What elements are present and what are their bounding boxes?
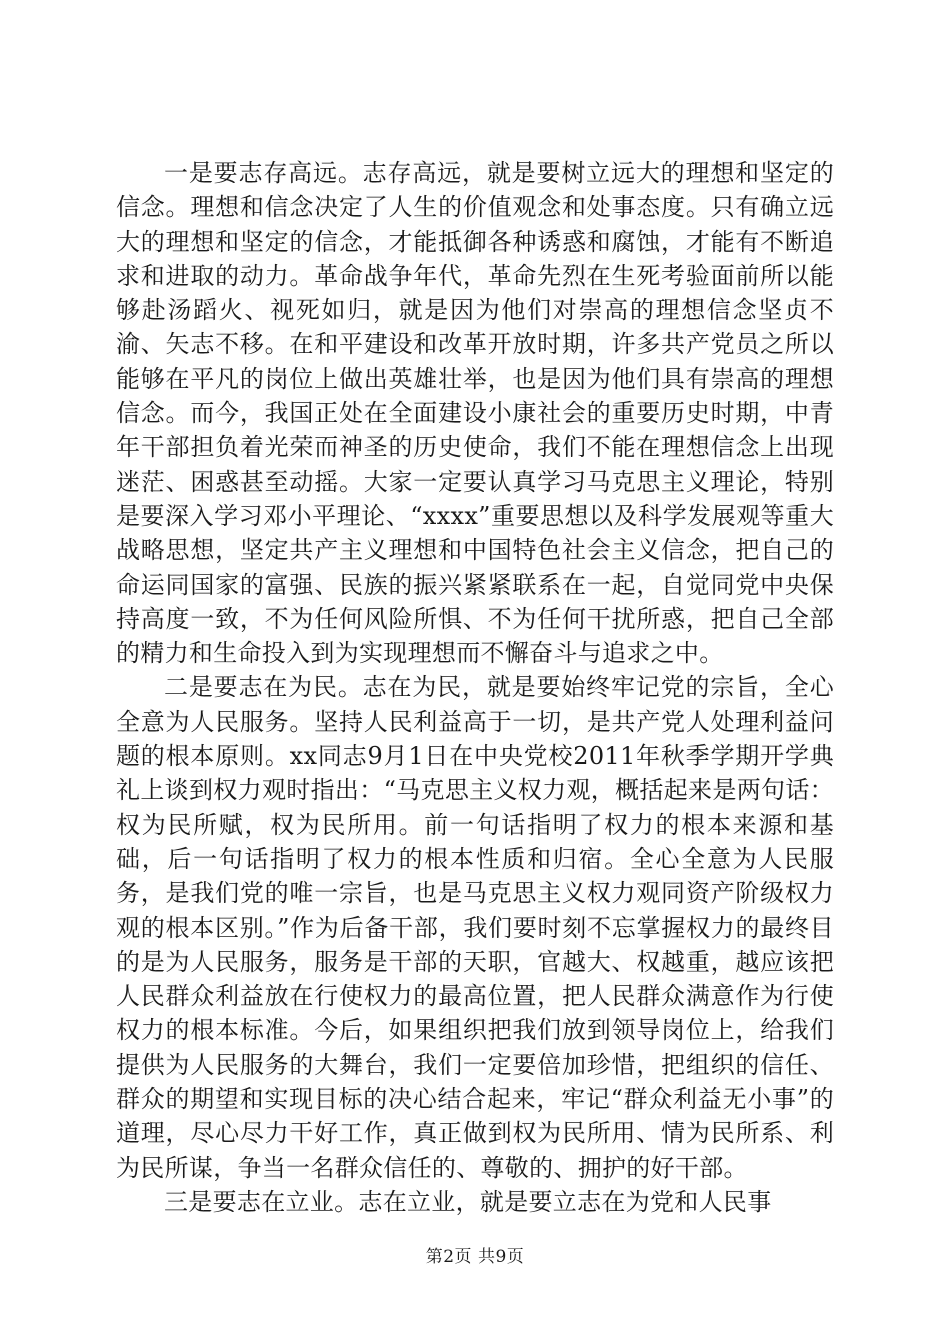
- paragraph-3: 三是要志在立业。志在立业，就是要立志在为党和人民事: [164, 1187, 772, 1216]
- paragraph-1: 一是要志存高远。志存高远，就是要树立远大的理想和坚定的信念。理想和信念决定了人生的价值观念和处事态度。只有确立远大的理想和坚定的信念，才能抵御各种诱惑和腐蚀，才能有不断追求和进取的动力。革命战争年代，革命先烈在生死考验面前所以能够赴汤蹈火、视死如归，就是因为他们对崇高的理想信念坚贞不渝、矢志不移。在和平建设和改革开放时期，许多共产党员之所以能够在平凡的岗位上做出英雄壮举，也是因为他们具有崇高的理想信念。而今，我国正处在全面建设小康社会的重要历史时期，中青年干部担负着光荣而神圣的历史使命，我们不能在理想信念上出现迷茫、困惑甚至动摇。大家一定要认真学习马克思主义理论，特别是要深入学习邓小平理论、“xxxx”重要思想以及科学发展观等重大战略思想，坚定共产主义理想和中国特色社会主义信念，把自己的命运同国家的富强、民族的振兴紧紧联系在一起，自觉同党中央保持高度一致，不为任何风险所惧、不为任何干扰所惑，把自己全部的精力和生命投入到为实现理想而不懈奋斗与追求之中。: [116, 159, 834, 668]
- page-footer: 第2页 共9页: [425, 1247, 525, 1267]
- paragraph-2: 二是要志在为民。志在为民，就是要始终牢记党的宗旨，全心全意为人民服务。坚持人民利益高于一切，是共产党人处理利益问题的根本原则。xx同志9月1日在中央党校2011年秋季学期开学典礼上谈到权力观时指出：“马克思主义权力观，概括起来是两句话：权为民所赋，权为民所用。前一句话指明了权力的根本来源和基础，后一句话指明了权力的根本性质和归宿。全心全意为人民服务，是我们党的唯一宗旨，也是马克思主义权力观同资产阶级权力观的根本区别。”作为后备干部，我们要时刻不忘掌握权力的最终目的是为人民服务，服务是干部的天职，官越大、权越重，越应该把人民群众利益放在行使权力的最高位置，把人民群众满意作为行使权力的根本标准。今后，如果组织把我们放到领导岗位上，给我们提供为人民服务的大舞台，我们一定要倍加珍惜，把组织的信任、群众的期望和实现目标的决心结合起来，牢记“群众利益无小事”的道理，尽心尽力干好工作，真正做到权为民所用、情为民所系、利为民所谋，争当一名群众信任的、尊敬的、拥护的好干部。: [116, 673, 834, 1182]
- document-body: [116, 156, 834, 1219]
